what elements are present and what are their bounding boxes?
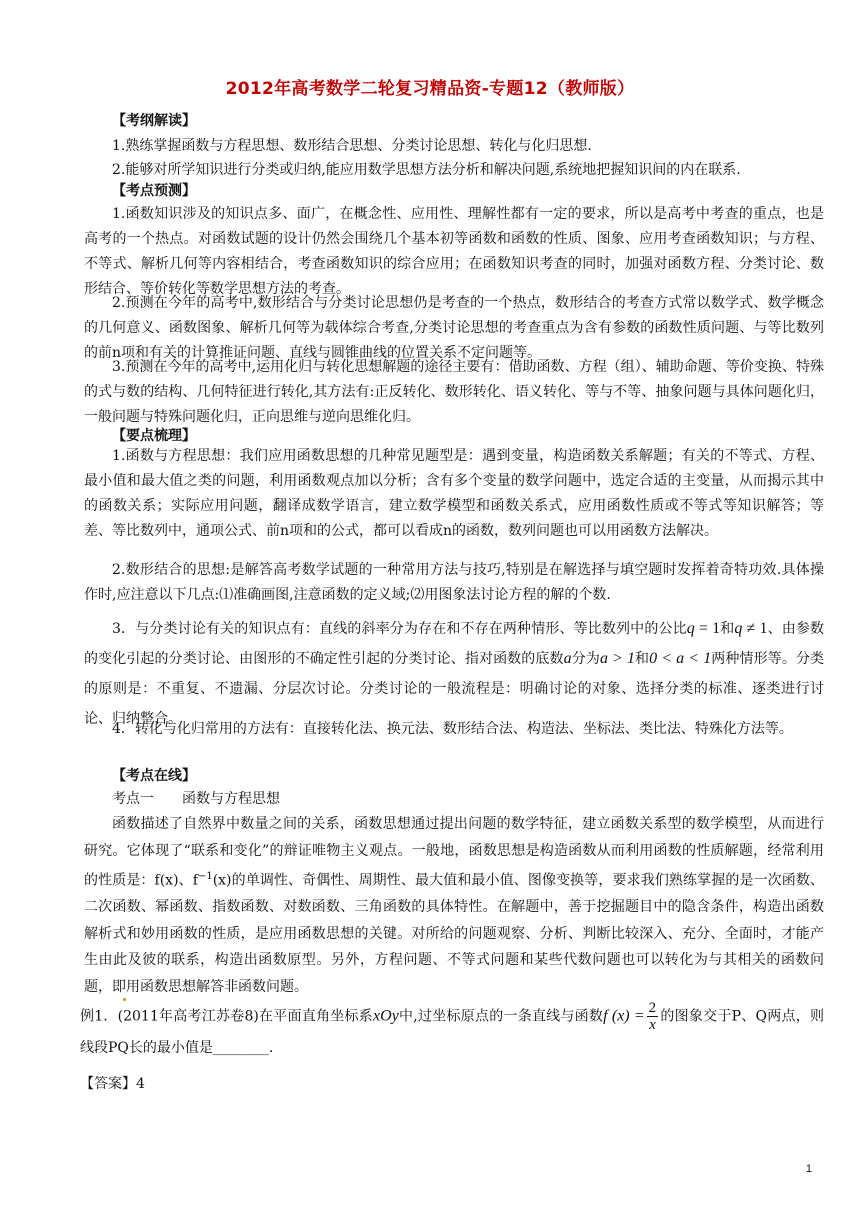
ydsl-item-3-and-2: 和 bbox=[634, 651, 650, 667]
ydsl-item-2: 2.数形结合的思想:是解答高考数学试题的一种常用方法与技巧,特别是在解选择与填空题时发挥着奇特功效.具体操作时,应注意以下几点:⑴准确画图,注意函数的定义域;⑵用图象法讨论方程的解的个数. bbox=[84, 562, 824, 603]
fraction-2-over-x bbox=[647, 1000, 659, 1033]
page-number: 1 bbox=[805, 1163, 812, 1175]
answer: 【答案】4 bbox=[80, 1076, 145, 1092]
page-title: 2012年高考数学二轮复习精品资-专题12（教师版） bbox=[225, 79, 635, 99]
example-1-text-a: 例1．(2011年高考江苏卷8)在平面直角坐标系 bbox=[80, 1008, 374, 1025]
kgjd-item-1: 1.熟练掌握函数与方程思想、数形结合思想、分类讨论思想、转化与化归思想. bbox=[112, 138, 592, 154]
kdzx-subheading: 考点一 函数与方程思想 bbox=[112, 791, 280, 807]
section-heading-ydsl: 【要点梳理】 bbox=[112, 428, 196, 444]
ydsl-item-3-text-c: 分为 bbox=[571, 651, 600, 667]
example-1-text-c: 的图象交于P、Q两点，则线段PQ长的最小值是________. bbox=[80, 1008, 825, 1056]
math-a: a bbox=[563, 650, 572, 667]
ydsl-item-3-text-d: 两种情形等。分类的原则是：不重复、不遗漏、分层次讨论。分类讨论的一般流程是：明确讨论的对象、选择分类的标准、逐类进行讨论、归纳整合。 bbox=[84, 651, 825, 727]
section-heading-kdyc: 【考点预测】 bbox=[112, 183, 196, 199]
fraction-numerator: 2 bbox=[648, 1000, 657, 1016]
ydsl-item-1: 1.函数与方程思想：我们应用函数思想的几种常见题型是：遇到变量，构造函数关系解题；有关的不等式、方程、最小值和最大值之类的问题，利用函数观点加以分析；含有多个变量的数学问题中，选定合适的主变量，从而揭示其中的函数关系；实际应用问题，翻译成数学语言，建立数学模型和函数关系式，应用函数性质或不等式等知识解答；等差、等比数列中，通项公式、前n项和的公式，都可以看成n的函数，数列问题也可以用函数方法解决。 bbox=[84, 448, 824, 539]
kgjd-item-2: 2.能够对所学知识进行分类或归纳,能应用数学思想方法分析和解决问题,系统地把握知识间的内在联系. bbox=[112, 162, 741, 178]
kdyc-item-3: 3.预测在今年的高考中,运用化归与转化思想解题的途径主要有：借助函数、方程（组）、辅助命题、等价变换、特殊的式与数的结构、几何特征进行转化,其方法有:正反转化、数形转化、语义转化、等与不等、抽象问题与具体问题化归，一般问题与特殊问题化归，正向思维与逆向思维化归。 bbox=[84, 359, 824, 425]
ydsl-item-4: 4．转化与化归常用的方法有：直接转化法、换元法、数形结合法、构造法、坐标法、类比法、特殊化方法等。 bbox=[112, 721, 793, 737]
ydsl-item-3-and: 和 bbox=[720, 621, 735, 637]
ydsl-item-3-text-b: 、由参数的变化引起的分类讨论、由图形的不确定性引起的分类讨论、指对函数的底数 bbox=[84, 621, 825, 667]
kdyc-item-1: 1.函数知识涉及的知识点多、面广，在概念性、应用性、理解性都有一定的要求，所以是高考中考查的重点，也是高考的一个热点。对函数试题的设计仍然会围绕几个基本初等函数和函数的性质、图象、应用考查函数知识；与方程、不等式、解析几何等内容相结合，考查函数知识的综合应用；在函数知识考查的同时，加强对函数方程、分类讨论、数形结合、等价转化等数学思想方法的考查。 bbox=[84, 206, 824, 297]
kdzx-paragraph-b: (x)的单调性、奇偶性、周期性、最大值和最小值、图像变换等，要求我们熟练掌握的是一次函数、二次函数、幂函数、指数函数、对数函数、三角函数的具体特性。在解题中，善于挖掘题目中的隐含条件，构造出函数解析式和妙用函数的性质，是应用函数思想的关键。对所给的问题观察、分析、判断比较深入、充分、全面时，才能产生由此及彼的联系，构造出函数原型。另外，方程问题、不等式问题和某些代数问题也可以转化为与其相关的函数问题，即用函数思想解答非函数问题。 bbox=[84, 872, 824, 995]
math-eq-1: = 1 bbox=[694, 620, 721, 637]
kdyc-item-2: 2.预测在今年的高考中,数形结合与分类讨论思想仍是考查的一个热点，数形结合的考查方式常以数学式、数学概念的几何意义、函数图象、解析几何等为载体综合考查,分类讨论思想的考查重点为含有参数的函数性质问题、与等比数列的前n项和有关的计算推证问题、直线与圆锥曲线的位置关系不定问题等。 bbox=[84, 295, 824, 361]
example-1 bbox=[80, 1000, 824, 1063]
math-a-between: 0 < a < 1 bbox=[649, 650, 712, 667]
math-neq-1: ≠ 1 bbox=[742, 620, 768, 637]
ydsl-item-3-text-a: 3．与分类讨论有关的知识点有：直线的斜率分为存在和不存在两种情形、等比数列中的公比 bbox=[112, 621, 687, 637]
kdzx-paragraph-a: 函数描述了自然界中数量之间的关系，函数思想通过提出问题的数学特征，建立函数关系型的数学模型，从而进行研究。它体现了“联系和变化”的辩证唯物主义观点。一般地，函数思想是构造函数从而利用函数的性质解题，经常利用的性质是：f(x)、f bbox=[84, 816, 824, 889]
math-fx: f (x) = bbox=[603, 1007, 645, 1025]
math-a-gt-1: a > 1 bbox=[599, 650, 635, 667]
fraction-denominator: x bbox=[649, 1017, 656, 1033]
kdzx-paragraph bbox=[84, 811, 824, 1000]
section-heading-kgjd: 【考纲解读】 bbox=[112, 113, 196, 129]
example-1-text-b: 中,过坐标原点的一条直线与函数 bbox=[398, 1008, 604, 1025]
section-heading-kdzx: 【考点在线】 bbox=[112, 768, 196, 784]
ydsl-item-3 bbox=[84, 614, 824, 734]
math-xoy: xOy bbox=[373, 1007, 399, 1025]
inverse-superscript: −1 bbox=[197, 871, 213, 882]
math-q: q bbox=[686, 620, 695, 637]
math-q: q bbox=[734, 620, 743, 637]
